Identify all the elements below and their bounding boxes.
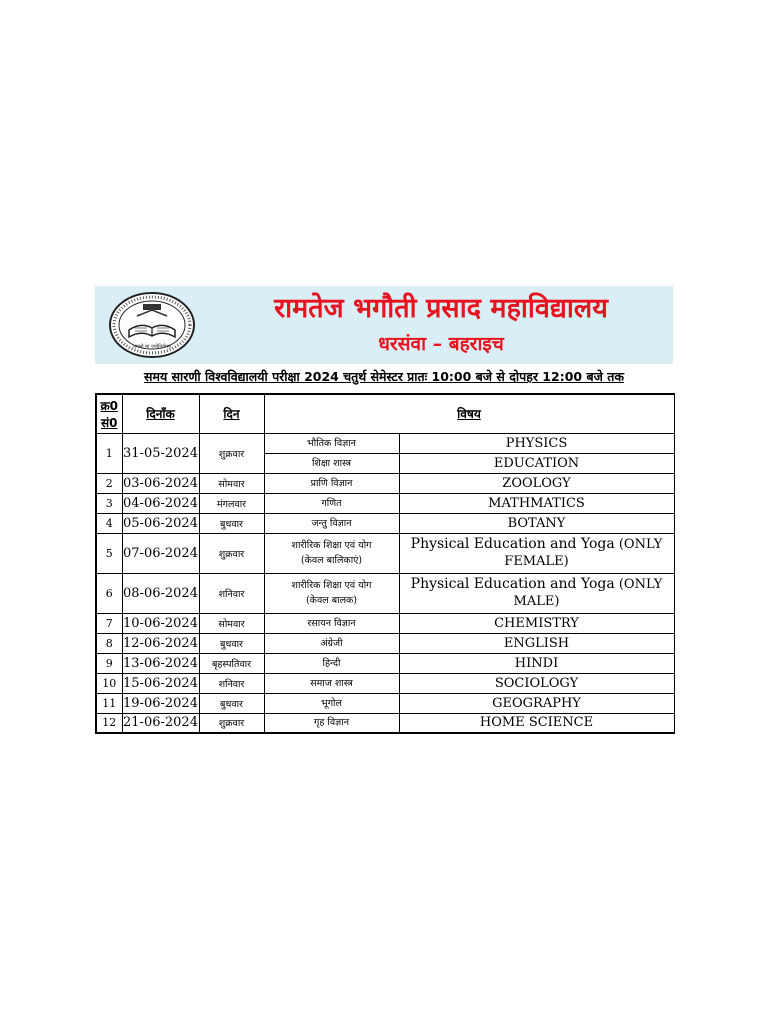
seal-motto: तमसो मा ज्योतिर्गमय [133, 344, 171, 350]
header-date: दिनाँक [122, 394, 199, 433]
subject-english-cell: ENGLISH [399, 633, 674, 653]
subject-hindi-cell: प्राणि विज्ञान [264, 473, 399, 493]
subject-hindi-cell: समाज शास्त्र [264, 673, 399, 693]
date-cell: 19-06-2024 [122, 693, 199, 713]
serial-cell: 3 [96, 493, 122, 513]
subject-hindi-cell: गृह विज्ञान [264, 713, 399, 733]
subject-english-note: (ONLY MALE) [513, 577, 663, 609]
date-cell: 04-06-2024 [122, 493, 199, 513]
serial-cell: 10 [96, 673, 122, 693]
subject-english-cell: BOTANY [399, 513, 674, 533]
day-cell: शुक्रवार [199, 433, 264, 473]
subject-english: Physical Education and Yoga [410, 536, 615, 552]
header-serial [96, 394, 122, 433]
subject-hindi-note: (केवल बालिकाएं) [300, 555, 363, 566]
day-cell: शनिवार [199, 673, 264, 693]
college-place: धरसंवा – बहराइच [378, 333, 504, 355]
date-cell: 15-06-2024 [122, 673, 199, 693]
table-row [96, 473, 674, 493]
subject-hindi-cell: अंग्रेजी [264, 633, 399, 653]
subject-hindi-cell: भूगोल [264, 693, 399, 713]
schedule-title: समय सारणी विश्वविद्यालयी परीक्षा 2024 चतुर्थ सेमेस्टर प्रातः 10:00 बजे से दोपहर 12:00 बजे तक [144, 369, 624, 384]
day-cell: शुक्रवार [199, 533, 264, 573]
table-header-row [96, 394, 674, 433]
day-cell: शनिवार [199, 573, 264, 613]
subject-hindi: शारीरिक शिक्षा एवं योग [291, 580, 372, 591]
subject-hindi-cell [264, 573, 399, 613]
subject-hindi-cell: शिक्षा शास्त्र [264, 453, 399, 473]
serial-cell: 4 [96, 513, 122, 533]
subject-english-cell: PHYSICS [399, 433, 674, 453]
table-row [96, 433, 674, 453]
serial-cell: 5 [96, 533, 122, 573]
table-row [96, 573, 674, 613]
subject-english-cell: HINDI [399, 653, 674, 673]
subject-hindi-cell: जन्तु विज्ञान [264, 513, 399, 533]
date-cell: 07-06-2024 [122, 533, 199, 573]
subject-english: Physical Education and Yoga [410, 576, 615, 592]
subject-hindi: शारीरिक शिक्षा एवं योग [291, 540, 372, 551]
day-cell: शुक्रवार [199, 713, 264, 733]
date-cell: 03-06-2024 [122, 473, 199, 493]
college-seal-logo [107, 290, 197, 360]
day-cell: सोमवार [199, 473, 264, 493]
date-cell: 21-06-2024 [122, 713, 199, 733]
serial-cell: 12 [96, 713, 122, 733]
subject-english-cell [399, 573, 674, 613]
table-row [96, 513, 674, 533]
table-row [96, 673, 674, 693]
subject-english-cell [399, 533, 674, 573]
subject-english-cell: CHEMISTRY [399, 613, 674, 633]
serial-cell: 9 [96, 653, 122, 673]
serial-cell: 7 [96, 613, 122, 633]
table-row [96, 653, 674, 673]
serial-cell: 11 [96, 693, 122, 713]
table-row [96, 713, 674, 733]
date-cell: 10-06-2024 [122, 613, 199, 633]
date-cell: 12-06-2024 [122, 633, 199, 653]
serial-cell: 6 [96, 573, 122, 613]
header-day: दिन [199, 394, 264, 433]
header-serial-line1: क्र0 [100, 398, 119, 413]
subject-english-cell: EDUCATION [399, 453, 674, 473]
exam-timetable [95, 393, 675, 734]
day-cell: सोमवार [199, 613, 264, 633]
day-cell: बुधवार [199, 693, 264, 713]
table-row [96, 493, 674, 513]
college-name: रामतेज भगौती प्रसाद महाविद्यालय [274, 293, 608, 324]
subject-hindi-cell: गणित [264, 493, 399, 513]
serial-cell: 8 [96, 633, 122, 653]
day-cell: बुधवार [199, 513, 264, 533]
subject-english-cell: ZOOLOGY [399, 473, 674, 493]
date-cell: 05-06-2024 [122, 513, 199, 533]
serial-cell: 2 [96, 473, 122, 493]
table-row [96, 633, 674, 653]
table-row [96, 533, 674, 573]
date-cell: 31-05-2024 [122, 433, 199, 473]
table-row [96, 693, 674, 713]
header-subject: विषय [264, 394, 674, 433]
subject-hindi-note: (केवल बालक) [305, 595, 358, 606]
subject-english-note: (ONLY FEMALE) [504, 537, 663, 569]
subject-english-cell: SOCIOLOGY [399, 673, 674, 693]
subject-hindi-cell: भौतिक विज्ञान [264, 433, 399, 453]
header-serial-line2: सं0 [101, 415, 118, 430]
date-cell: 13-06-2024 [122, 653, 199, 673]
subject-english-cell: GEOGRAPHY [399, 693, 674, 713]
college-header-banner [95, 286, 673, 364]
subject-hindi-cell: रसायन विज्ञान [264, 613, 399, 633]
subject-hindi-cell: हिन्दी [264, 653, 399, 673]
day-cell: मंगलवार [199, 493, 264, 513]
subject-english-cell: MATHMATICS [399, 493, 674, 513]
serial-cell: 1 [96, 433, 122, 473]
day-cell: बृहस्पतिवार [199, 653, 264, 673]
subject-english-cell: HOME SCIENCE [399, 713, 674, 733]
date-cell: 08-06-2024 [122, 573, 199, 613]
table-row [96, 613, 674, 633]
day-cell: बुधवार [199, 633, 264, 653]
subject-hindi-cell [264, 533, 399, 573]
